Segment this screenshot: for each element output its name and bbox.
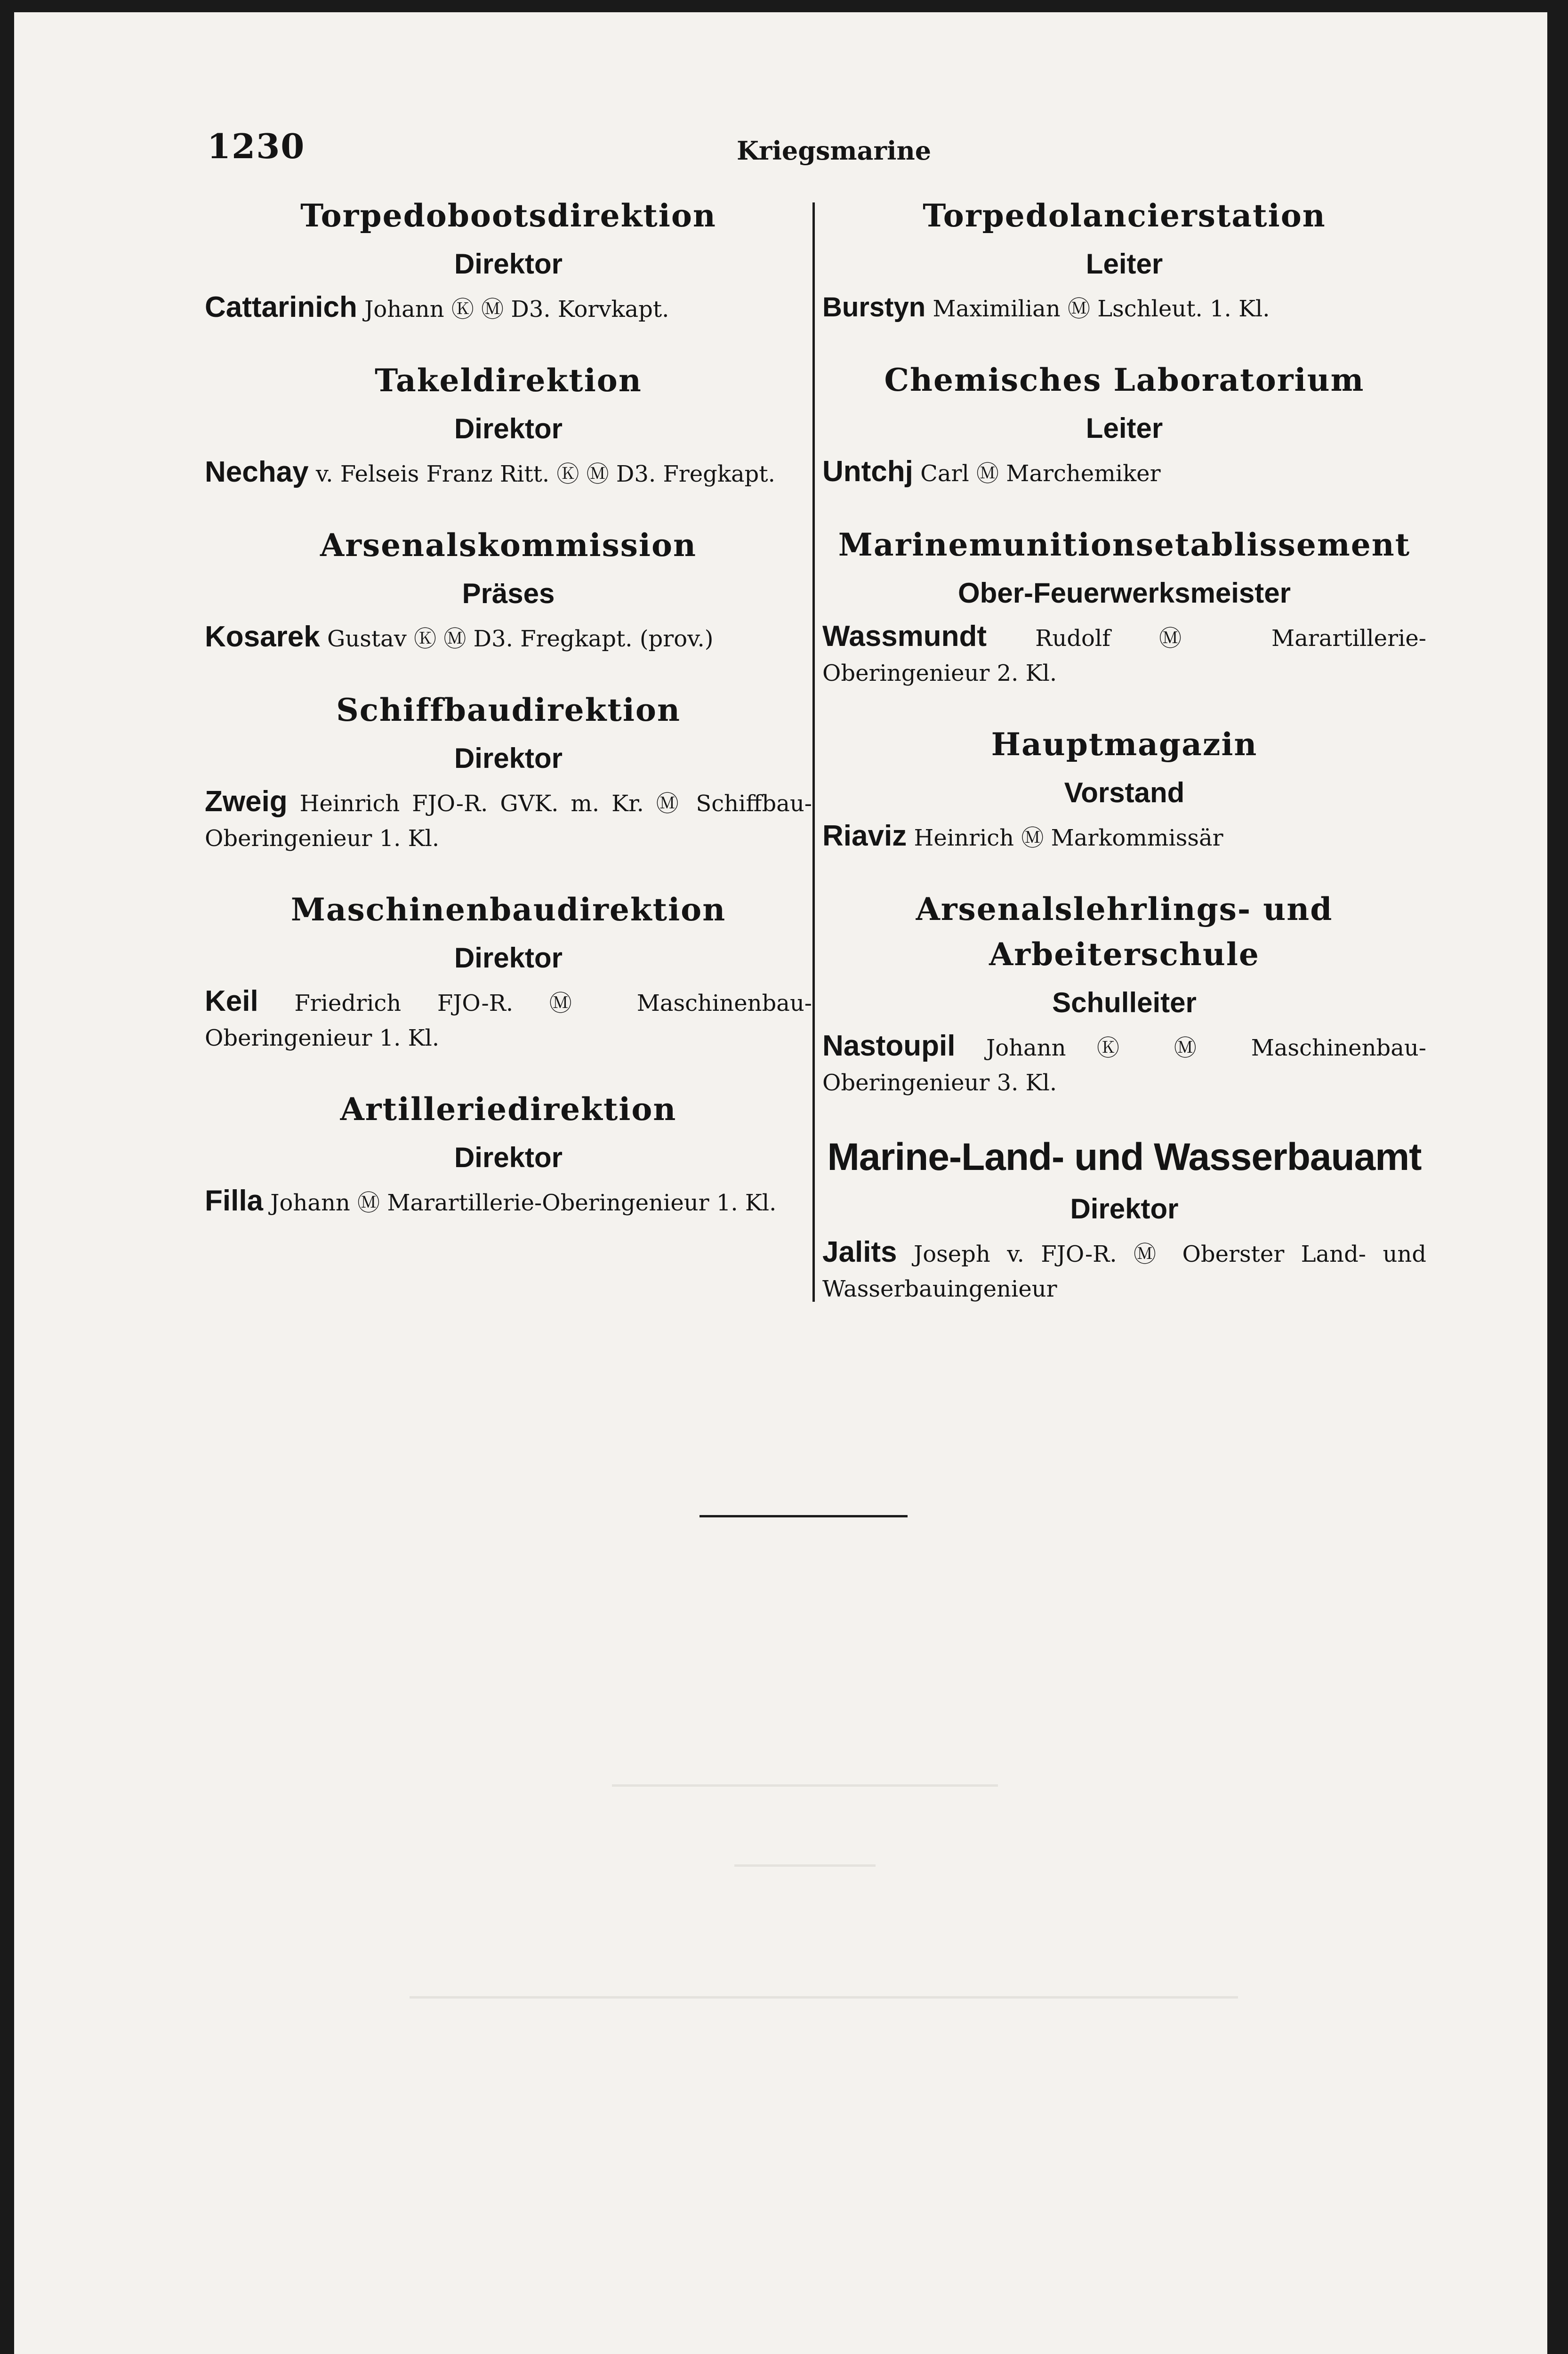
section-heading: Schiffbaudirektion	[336, 692, 681, 728]
personnel-entry	[822, 1029, 1426, 1100]
person-name: Jalits	[822, 1236, 897, 1268]
section-torpedobootsdirektion	[205, 193, 812, 327]
person-details: Joseph v. FJO-R. Ⓜ Oberster Land- und Wasserbauingenieur	[822, 1241, 1426, 1302]
major-section-heading: Marine-Land- und Wasserbauamt	[827, 1136, 1422, 1178]
right-column	[822, 193, 1426, 1338]
person-name: Kosarek	[205, 621, 320, 653]
role-heading: Direktor	[454, 413, 563, 444]
page-number: 1230	[207, 126, 306, 166]
role-heading: Direktor	[454, 742, 563, 774]
running-title: Kriegsmarine	[737, 136, 932, 166]
personnel-entry	[822, 290, 1426, 326]
section-chemisches-laboratorium	[822, 357, 1426, 491]
personnel-entry	[205, 620, 812, 656]
section-heading: Chemisches Laboratorium	[884, 362, 1365, 398]
person-details: Gustav Ⓚ Ⓜ D3. Fregkapt. (prov.)	[327, 626, 714, 652]
section-maschinenbaudirektion	[205, 887, 812, 1056]
section-arsenalskommission	[205, 523, 812, 656]
bleed-through-mark	[734, 1864, 876, 1867]
person-name: Keil	[205, 985, 258, 1017]
personnel-entry	[822, 454, 1426, 491]
person-name: Nechay	[205, 456, 309, 488]
section-schiffbaudirektion	[205, 687, 812, 856]
personnel-entry	[205, 1184, 812, 1220]
role-heading: Direktor	[1070, 1193, 1179, 1225]
bleed-through-mark	[410, 1996, 1238, 1999]
personnel-entry	[205, 290, 812, 327]
section-heading: Hauptmagazin	[991, 726, 1258, 763]
role-heading: Direktor	[454, 1142, 563, 1173]
personnel-entry	[822, 619, 1426, 691]
section-heading: Marinemunitionsetablissement	[838, 526, 1411, 563]
person-details: v. Felseis Franz Ritt. Ⓚ Ⓜ D3. Fregkapt.	[315, 461, 775, 487]
role-heading: Direktor	[454, 942, 563, 974]
person-details: Johann Ⓚ Ⓜ D3. Korvkapt.	[364, 296, 669, 322]
section-marinemunitionsetablissement	[822, 522, 1426, 691]
person-details: Heinrich Ⓜ Markommissär	[914, 825, 1223, 851]
role-heading: Leiter	[1086, 412, 1163, 444]
role-heading: Präses	[462, 578, 555, 609]
section-heading: Arsenalslehrlings- und Arbeiterschule	[916, 891, 1333, 973]
section-heading: Torpedolancierstation	[923, 197, 1326, 234]
person-details: Carl Ⓜ Marchemiker	[920, 460, 1161, 487]
personnel-entry	[205, 984, 812, 1056]
role-heading: Schulleiter	[1052, 987, 1197, 1018]
person-name: Nastoupil	[822, 1030, 956, 1062]
person-name: Cattarinich	[205, 291, 357, 323]
personnel-entry	[205, 784, 812, 856]
role-heading: Ober-Feuerwerksmeister	[958, 577, 1291, 609]
column-divider	[812, 202, 815, 1302]
section-wasserbauamt	[822, 1131, 1426, 1306]
section-heading: Takeldirektion	[375, 362, 642, 399]
section-torpedolancierstation	[822, 193, 1426, 326]
person-details: Rudolf Ⓜ Marartillerie-Oberingenieur 2. Kl.	[822, 625, 1426, 686]
personnel-entry	[822, 819, 1426, 855]
section-heading: Torpedobootsdirektion	[300, 197, 716, 234]
end-rule	[700, 1515, 908, 1517]
personnel-entry	[822, 1235, 1426, 1306]
person-name: Wassmundt	[822, 620, 987, 653]
left-column	[205, 193, 812, 1251]
person-name: Filla	[205, 1185, 264, 1217]
person-details: Maximilian Ⓜ Lschleut. 1. Kl.	[933, 296, 1270, 322]
person-details: Friedrich FJO-R. Ⓜ Maschinenbau-Oberingenieur 1. Kl.	[205, 990, 812, 1051]
section-hauptmagazin	[822, 722, 1426, 855]
person-name: Untchj	[822, 455, 913, 488]
person-details: Heinrich FJO-R. GVK. m. Kr. Ⓜ Schiffbau-Oberingenieur 1. Kl.	[205, 790, 812, 852]
section-artilleriedirektion	[205, 1087, 812, 1220]
section-heading: Maschinenbaudirektion	[290, 891, 726, 928]
role-heading: Vorstand	[1064, 777, 1185, 808]
section-takeldirektion	[205, 358, 812, 492]
person-name: Burstyn	[822, 292, 926, 322]
personnel-entry	[205, 455, 812, 492]
role-heading: Leiter	[1086, 248, 1163, 280]
person-name: Zweig	[205, 785, 288, 818]
person-name: Riaviz	[822, 820, 907, 852]
bleed-through-mark	[612, 1784, 998, 1787]
person-details: Johann Ⓚ Ⓜ Maschinenbau-Oberingenieur 3. Kl.	[822, 1035, 1426, 1096]
section-heading: Arsenalskommission	[320, 527, 697, 564]
section-arsenalslehrlingsschule	[822, 887, 1426, 1100]
role-heading: Direktor	[454, 248, 563, 280]
section-heading: Artilleriedirektion	[340, 1091, 677, 1128]
person-details: Johann Ⓜ Marartillerie-Oberingenieur 1. Kl.	[270, 1190, 777, 1216]
